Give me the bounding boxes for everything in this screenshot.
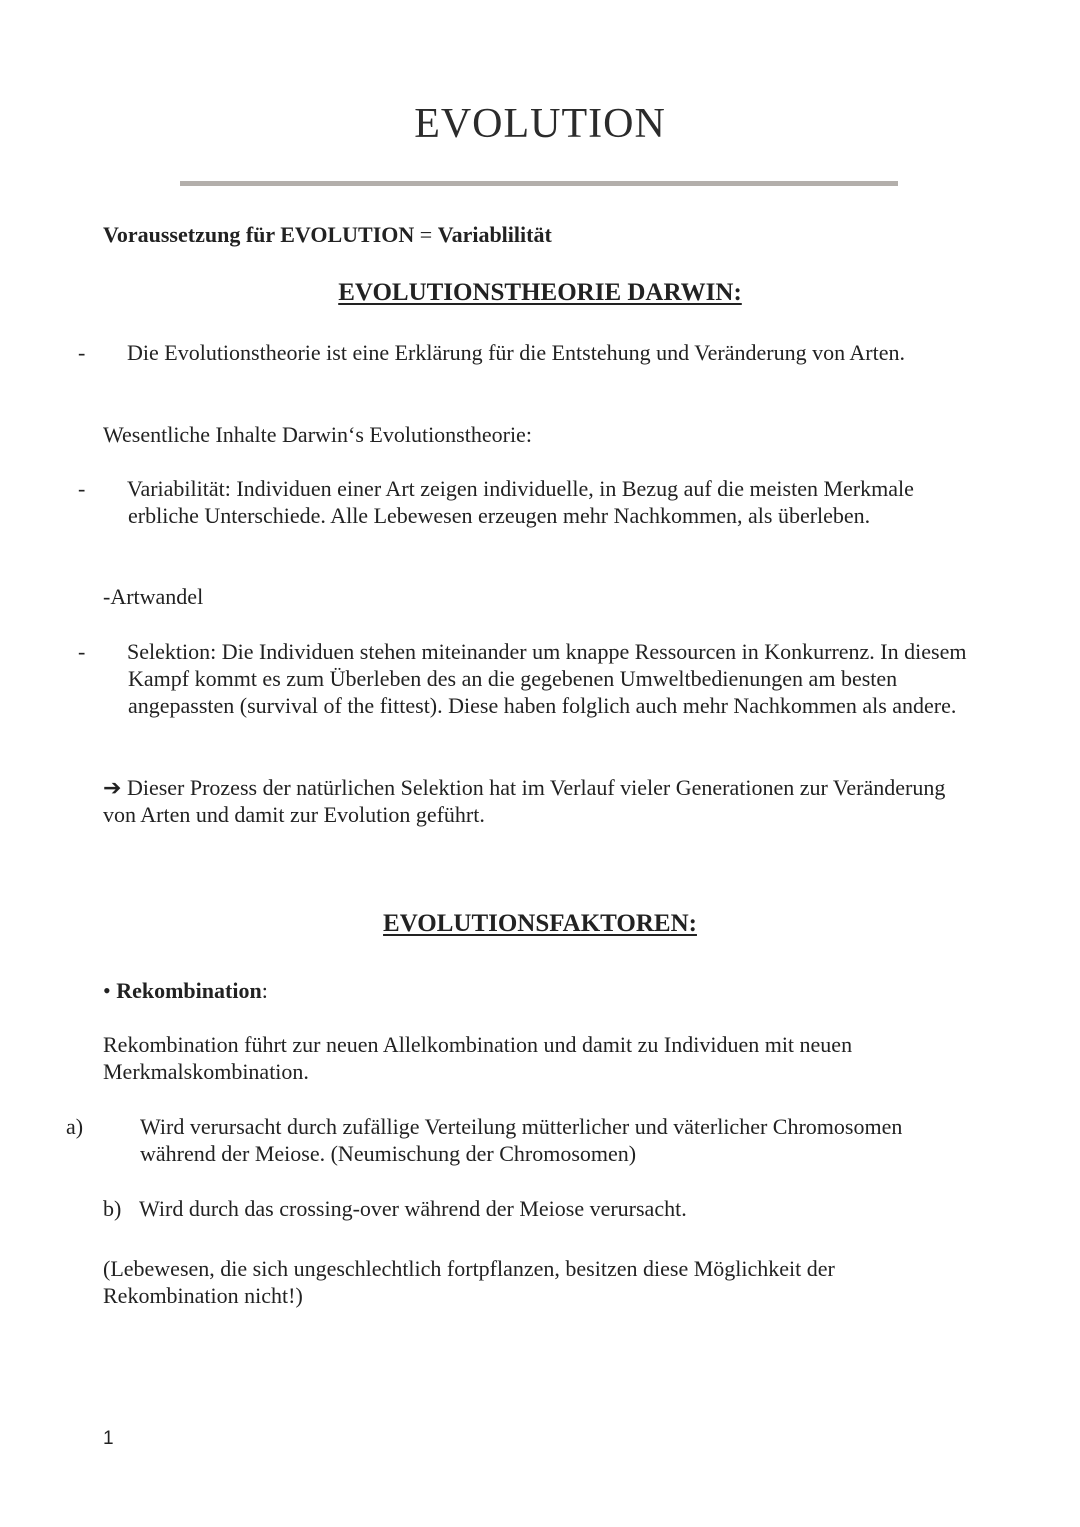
- premise-equals: =: [414, 222, 438, 247]
- darwin-heading: EVOLUTIONSTHEORIE DARWIN:: [338, 279, 742, 306]
- variability-item: [78, 475, 983, 529]
- recombination-item-a: [66, 1113, 930, 1167]
- dash-bullet-icon: -: [78, 340, 86, 365]
- recombination-label: [103, 977, 1003, 1004]
- bullet-dot-icon: •: [103, 978, 117, 1003]
- artwandel-item: -Artwandel: [103, 584, 204, 609]
- dash-bullet-icon: -: [78, 639, 86, 664]
- item-a-text: Wird verursacht durch zufällige Verteilung mütterlicher und väterlicher Chromosomen während der Meiose. (Neumischung der Chromosomen): [140, 1114, 903, 1166]
- dash-bullet-icon: -: [78, 476, 86, 501]
- darwin-definition-text: Die Evolutionstheorie ist eine Erklärung für die Entstehung und Veränderung von Arten.: [127, 340, 905, 365]
- asexual-note: (Lebewesen, die sich ungeschlechtlich fortpflanzen, besitzen diese Möglichkeit der Rekombination nicht!): [103, 1256, 835, 1308]
- item-b-marker: b): [103, 1196, 122, 1221]
- selection-text: Selektion: Die Individuen stehen miteinander um knappe Ressourcen in Konkurrenz. In diesem Kampf kommt es zum Überleben des an die gegebenen Umweltbedienungen am besten angepassten (survival of the fittest). Diese haben folglich auch mehr Nachkommen als andere.: [127, 639, 967, 718]
- recombination-colon: :: [261, 978, 268, 1003]
- darwin-definition: [78, 339, 978, 366]
- conclusion: [103, 774, 953, 828]
- premise-bold: Voraussetzung für EVOLUTION: [103, 222, 415, 247]
- page-title: EVOLUTION: [414, 101, 666, 147]
- conclusion-text: Dieser Prozess der natürlichen Selektion hat im Verlauf vieler Generationen zur Veränderung von Arten und damit zur Evolution geführt.: [103, 775, 946, 827]
- selection-item: [78, 638, 1008, 719]
- premise-rest: Variablilität: [437, 222, 552, 247]
- recombination-text: Rekombination führt zur neuen Allelkombination und damit zu Individuen mit neuen Merkmalskombination.: [103, 1032, 853, 1084]
- premise-line: [103, 221, 1003, 248]
- variability-text: Variabilität: Individuen einer Art zeigen individuelle, in Bezug auf die meisten Merkmale erbliche Unterschiede. Alle Lebewesen erzeugen mehr Nachkommen, als überleben.: [127, 476, 914, 528]
- item-b-text: Wird durch das crossing-over während der Meiose verursacht.: [139, 1196, 687, 1221]
- title-divider: [180, 181, 898, 186]
- arrow-right-icon: ➔: [103, 775, 127, 800]
- item-a-marker: a): [66, 1114, 84, 1139]
- factors-heading: EVOLUTIONSFAKTOREN:: [383, 910, 697, 937]
- recombination-item-b: [103, 1195, 1003, 1222]
- darwin-intro: Wesentliche Inhalte Darwin‘s Evolutionstheorie:: [103, 422, 532, 447]
- recombination-label-text: Rekombination: [116, 978, 262, 1003]
- page-number: 1: [103, 1428, 114, 1449]
